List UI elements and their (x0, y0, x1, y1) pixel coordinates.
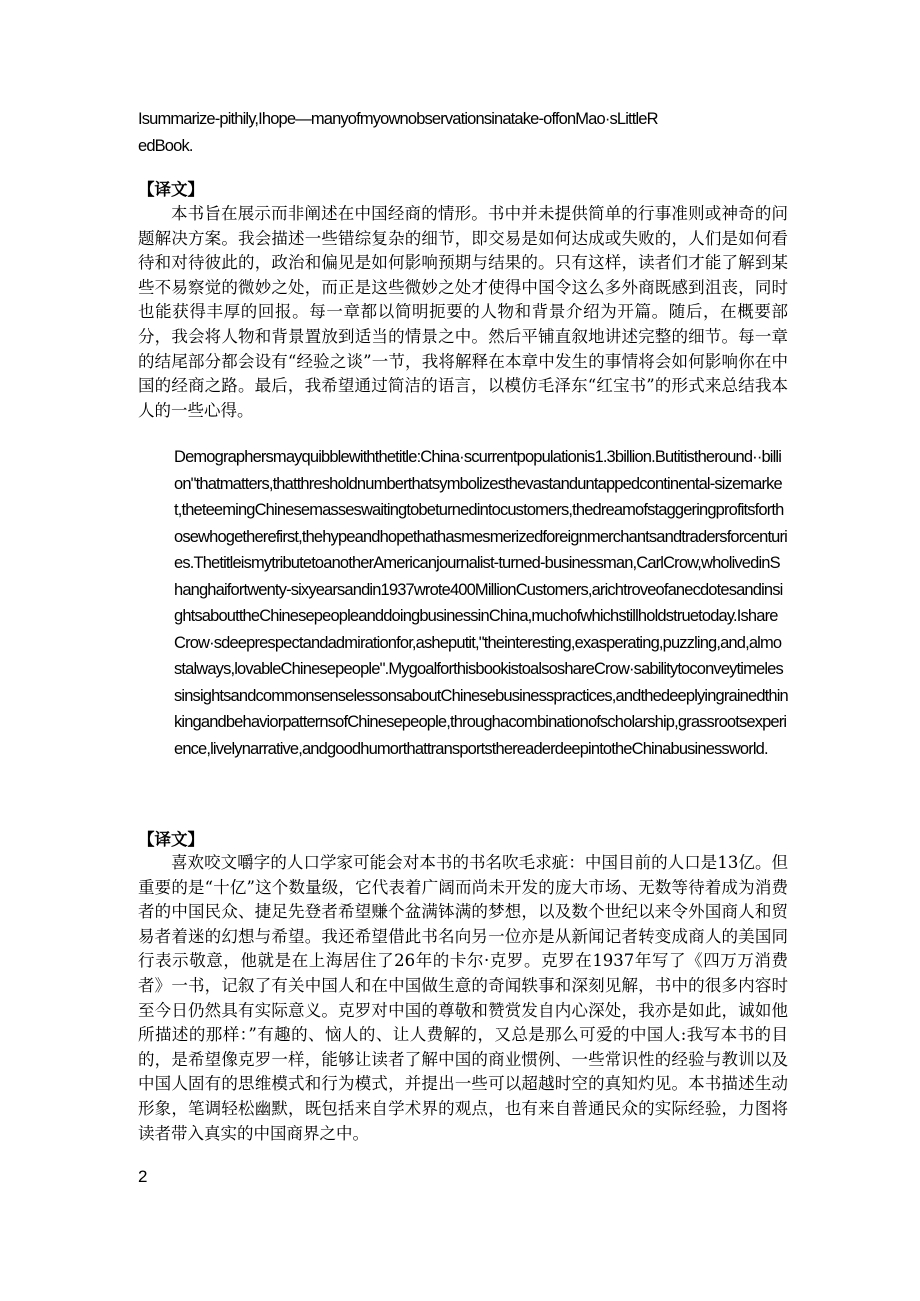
translation-paragraph-1: 本书旨在展示而非阐述在中国经商的情形。书中并未提供简单的行事准则或神奇的问题解决方案。我会描述一些错综复杂的细节，即交易是如何达成或失败的，人们是如何看待和对待彼此的，政治和偏见是如何影响预期与结果的。只有这样，读者们才能了解到某些不易察觉的微妙之处，而正是这些微妙之处才使得中国令这么多外商既感到沮丧，同时也能获得丰厚的回报。每一章都以简明扼要的人物和背景介绍为开篇。随后，在概要部分，我会将人物和背景置放到适当的情景之中。然后平铺直叙地讲述完整的细节。每一章的结尾部分都会设有“经验之谈”一节，我将解释在本章中发生的事情将会如何影响你在中国的经商之路。最后，我希望通过简洁的语言，以模仿毛泽东“红宝书”的形式来总结我本人的一些心得。 (138, 204, 788, 420)
translation-heading-1: 【译文】 (138, 180, 204, 199)
page-number: 2 (138, 1167, 148, 1186)
english-paragraph-intro-end: Isummarize-pithily,Ihope—manyofmyownobservationsinatake-offonMao·sLittleRedBook. (138, 110, 658, 155)
translation-heading-2: 【译文】 (138, 830, 204, 849)
translation-paragraph-2: 喜欢咬文嚼字的人口学家可能会对本书的书名吹毛求疵：中国目前的人口是13亿。但重要的是“十亿”这个数量级，它代表着广阔而尚未开发的庞大市场、无数等待着成为消费者的中国民众、捷足先登者希望赚个盆满钵满的梦想，以及数个世纪以来令外国商人和贸易者着迷的幻想与希望。我还希望借此书名向另一位亦是从新闻记者转变成商人的美国同行表示敬意，他就是在上海居住了26年的卡尔·克罗。克罗在1937年写了《四万万消费者》一书，记叙了有关中国人和在中国做生意的奇闻轶事和深刻见解，书中的很多内容时至今日仍然具有实际意义。克罗对中国的尊敬和赞赏发自内心深处，我亦是如此，诚如他所描述的那样：”有趣的、恼人的、让人费解的，又总是那么可爱的中国人:我写本书的目的，是希望像克罗一样，能够让读者了解中国的商业惯例、一些常识性的经验与教训以及中国人固有的思维模式和行为模式，并提出一些可以超越时空的真知灼见。本书描述生动形象，笔调轻松幽默，既包括来自学术界的观点，也有来自普通民众的实际经验，力图将读者带入真实的中国商界之中。 (138, 853, 788, 1143)
translation-block-2 (138, 851, 788, 1146)
translation-block-1 (138, 202, 788, 423)
english-paragraph-demographers: Demographersmayquibblewiththetitle:China·scurrentpopulationis1.3billion.Butitistheround··billion"thatmatters,thatthresholdnumberthatsymbolizesthevastanduntappedcontinental-sizemarket,theteemingChinesemasseswaitingtobeturnedintocustomers,thedreamofstaggeringprofitsforthosewhogetherefirst,thehypeandhopethathasmesmerizedforeignmerchantsandtradersforcenturies.ThetitleismytributetoanotherAmericanjournalist-turned-businessman,CarlCrow,wholivedinShanghaifortwenty-sixyearsandin1937wrote400MillionCustomers,arichtroveofanecdotesandinsightsabouttheChinesepeopleanddoingbusinessinChina,muchofwhichstillholdstruetoday.IshareCrow·sdeeprespectandadmirationfor,asheputit,"theinteresting,exasperating,puzzling,and,almostalways,lovableChinesepeople".MygoalforthisbookistoalsoshareCrow·sabilitytoconveytimelessinsightsandcommonsenselessonsaboutChinesebusinesspractices,andthedeeplyingrainedthinkingandbehaviorpatternsofChinesepeople,throughacombinationofscholarship,grassrootsexperience,livelynarrative,andgoodhumorthattransportsthereaderdeepintotheChinabusinessworld. (174, 448, 788, 758)
